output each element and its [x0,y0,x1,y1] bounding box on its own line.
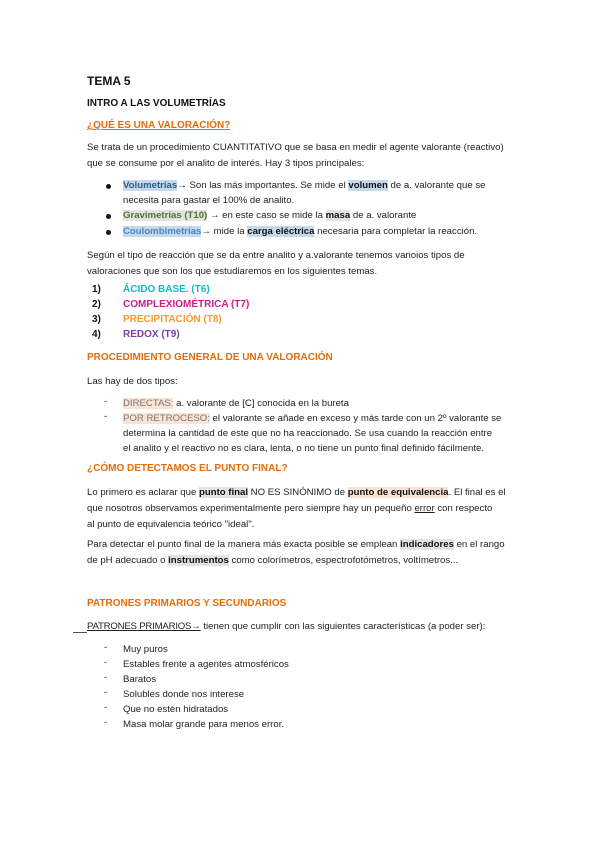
term-masa: masa [325,210,351,221]
text: necesaria para completar la reacción. [314,226,478,237]
intro-line-1: Se trata de un procedimiento CUANTITATIVO que se basa en medir el agente valorante (reactivo) [87,142,504,153]
text: Para detectar el punto final de la manera más exacta posible se emplean [87,539,401,550]
list-item: Masa molar grande para menos error. [123,719,285,730]
list-item: Que no estén hidratados [123,704,229,715]
page-title: TEMA 5 [87,74,131,88]
arrow-icon: → [201,226,211,237]
dash-marker: - [104,672,108,683]
underline-stroke [73,632,87,633]
text: en el rango [453,539,505,550]
term-por-retroceso: POR RETROCESO: [123,413,210,424]
bullet-dot [106,214,111,219]
term-volumetrias: Volumetrías [123,180,178,191]
dash-marker: - [104,687,108,698]
bullet-volumetrias-line2: necesita para gastar el 100% de analito. [123,195,295,206]
section-heading-punto-final: ¿CÓMO DETECTAMOS EL PUNTO FINAL? [87,463,288,474]
bullet-dot [106,184,111,189]
list-number: 3) [92,314,101,325]
section-heading-procedimiento: PROCEDIMIENTO GENERAL DE UNA VALORACIÓN [87,352,333,363]
type-retroceso-line3: el analito y el reactivo no es clara, lenta, o no tiene un punto final definido fácilmente. [123,443,485,454]
dash-marker: - [104,411,108,422]
bullet-gravimetrias [123,208,416,224]
text: como colorímetros, espectrofotómetros, voltímetros... [228,555,459,566]
type-directas [123,396,349,412]
text: mide la [210,226,248,237]
section-heading-patrones: PATRONES PRIMARIOS Y SECUNDARIOS [87,598,287,609]
list-number: 1) [92,284,101,295]
term-punto-final: punto final [198,487,249,498]
text: Lo primero es aclarar que [87,487,199,498]
text: → en este caso se mide la [207,210,326,221]
list-number: 4) [92,329,101,340]
term-gravimetrias: Gravimetrías (T10) [123,210,208,221]
term-coulombimetrias: Coulombimetrías [123,226,202,237]
dash-marker: - [104,642,108,653]
after-line-1: Según el tipo de reacción que se da entre analito y a.valorante tenemos varioios tipos de [87,250,465,261]
list-item: Muy puros [123,644,168,655]
section-heading-valoracion: ¿QUÉ ES UNA VALORACIÓN? [87,120,231,131]
dash-marker: - [104,657,108,668]
bullet-volumetrias [123,178,485,194]
punto-final-line-2 [87,501,492,517]
detect-line-2 [87,553,458,569]
term-indicadores: indicadores [400,539,454,550]
text: de a. valorante que se [387,180,486,191]
list-number: 2) [92,299,101,310]
term-directas: DIRECTAS: [123,398,174,409]
intro-line-2: que se consume por el analito de interés. Hay 3 tipos principales: [87,158,365,169]
patrones-lead [87,619,485,635]
list-item: Baratos [123,674,157,685]
term-carga-electrica: carga eléctrica [247,226,315,237]
bullet-coulombimetrias [123,224,477,240]
text: de a. valorante [350,210,417,221]
dash-marker: - [104,717,108,728]
list-item-precipitacion: PRECIPITACIÓN (T8) [123,314,222,325]
punto-final-line-3: al punto de equivalencia teórico "ideal". [87,519,255,530]
text: Son las más importantes. Se mide el [186,180,349,191]
detect-line-1 [87,537,505,553]
text: tienen que cumplir con las siguientes características (a poder ser): [200,621,486,632]
punto-final-line-1 [87,485,506,501]
text: . El final es el [448,487,506,498]
arrow-icon: → [177,180,187,191]
text: con respecto [434,503,493,514]
text: NO ES SINÓNIMO de [248,487,348,498]
text: de pH adecuado o [87,555,169,566]
bullet-dot [106,230,111,235]
term-volumen: volumen [348,180,388,191]
list-item-complexiometrica: COMPLEXIOMÉTRICA (T7) [123,299,250,310]
list-item: Solubles donde nos interese [123,689,245,700]
text: a. valorante de [C] conocida en la bureta [173,398,349,409]
term-instrumentos: instrumentos [168,555,229,566]
two-types-intro: Las hay de dos tipos: [87,376,178,387]
term-punto-equivalencia: punto de equivalencia [347,487,449,498]
list-item-redox: REDOX (T9) [123,329,180,340]
term-patrones-primarios: PATRONES PRIMARIOS→ [87,621,201,632]
text: el valorante se añade en exceso y más tarde con un 2º valorante se [209,413,502,424]
term-error: error [414,503,435,514]
after-line-2: valoraciones que son los que estudiaremos en los siguientes temas. [87,266,378,277]
dash-marker: - [104,702,108,713]
text: que nosotros observamos experimentalmente pero siempre hay un pequeño [87,503,415,514]
dash-marker: - [104,396,108,407]
list-item: Estables frente a agentes atmosféricos [123,659,289,670]
list-item-acido-base: ÁCIDO BASE. (T6) [123,284,210,295]
page-subtitle: INTRO A LAS VOLUMETRÍAS [87,98,226,109]
type-retroceso [123,411,501,427]
type-retroceso-line2: determina la cantidad de este que no ha reaccionado. Se usa cuando la reacción entre [123,428,493,439]
